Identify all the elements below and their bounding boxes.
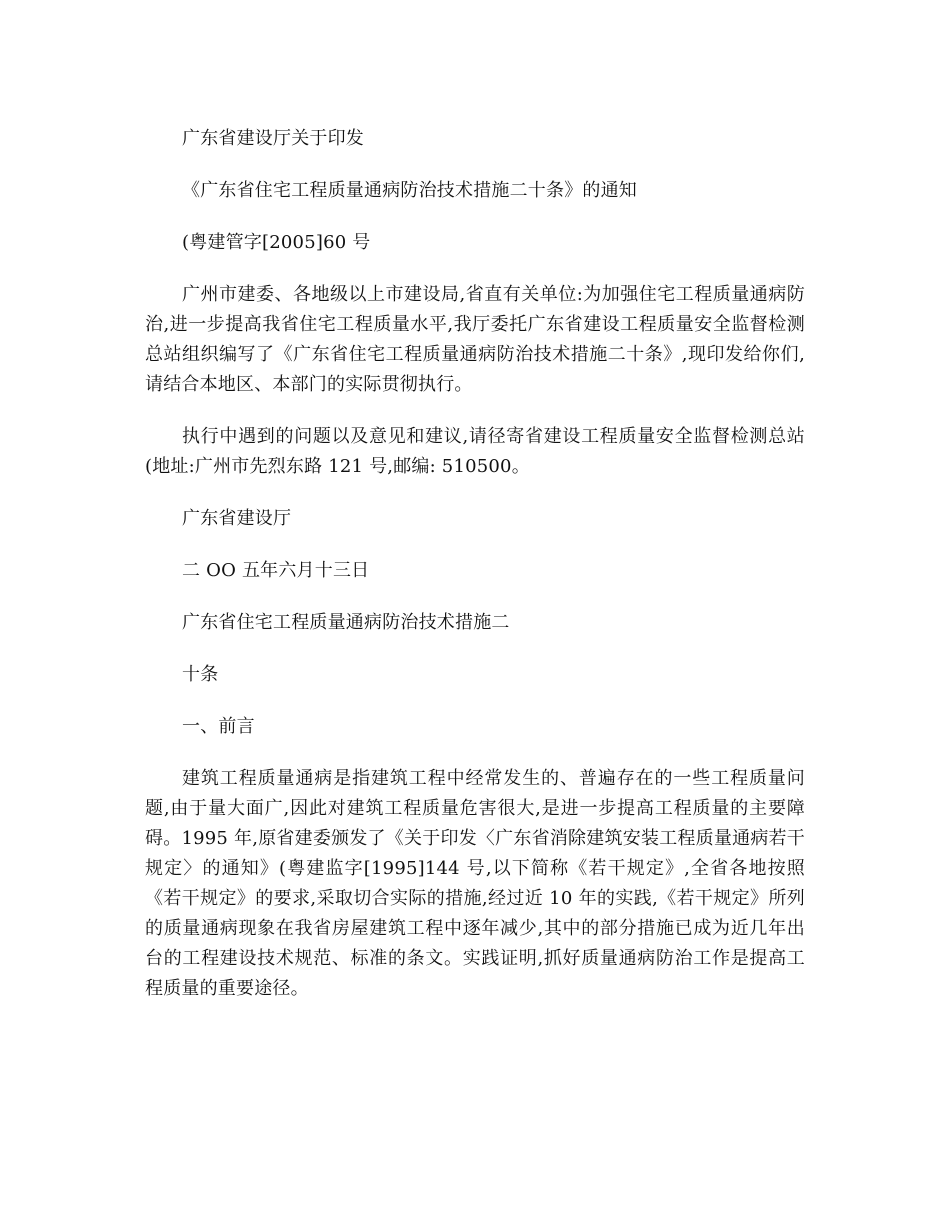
document-body: [145, 124, 805, 1026]
document-number: (粤建管字[2005]60 号: [182, 232, 371, 253]
measures-title-line-2: 十条: [182, 664, 219, 685]
notice-body-paragraph: 广州市建委、各地级以上市建设局,省直有关单位:为加强住宅工程质量通病防治,进一步提高我省住宅工程质量水平,我厅委托广东省建设工程质量安全监督检测总站组织编写了《广东省住宅工程质量通病防治技术措施二十条》,现印发给你们,请结合本地区、本部门的实际贯彻执行。: [145, 284, 805, 395]
issue-date: 二 OO 五年六月十三日: [182, 560, 370, 581]
measures-title-line-1: 广东省住宅工程质量通病防治技术措施二: [182, 612, 510, 633]
notice-title-line-1: 广东省建设厅关于印发: [182, 128, 364, 149]
section-heading-preface: 一、前言: [182, 716, 255, 737]
notice-title-line-2: 《广东省住宅工程质量通病防治技术措施二十条》的通知: [182, 180, 637, 201]
preface-body-paragraph: 建筑工程质量通病是指建筑工程中经常发生的、普遍存在的一些工程质量问题,由于量大面广,因此对建筑工程质量危害很大,是进一步提高工程质量的主要障碍。1995 年,原省建委颁发了《关于印发〈广东省消除建筑安装工程质量通病若干规定〉的通知》(粤建监字[1995]144 号,以下简称《若干规定》,全省各地按照《若干规定》的要求,采取切合实际的措施,经过近 10 年的实践,《若干规定》所列的质量通病现象在我省房屋建筑工程中逐年减少,其中的部分措施已成为近几年出台的工程建设技术规范、标准的条文。实践证明,抓好质量通病防治工作是提高工程质量的重要途径。: [145, 768, 805, 999]
issuer-name: 广东省建设厅: [182, 508, 292, 529]
feedback-paragraph: 执行中遇到的问题以及意见和建议,请径寄省建设工程质量安全监督检测总站(地址:广州市先烈东路 121 号,邮编: 510500。: [145, 426, 805, 477]
